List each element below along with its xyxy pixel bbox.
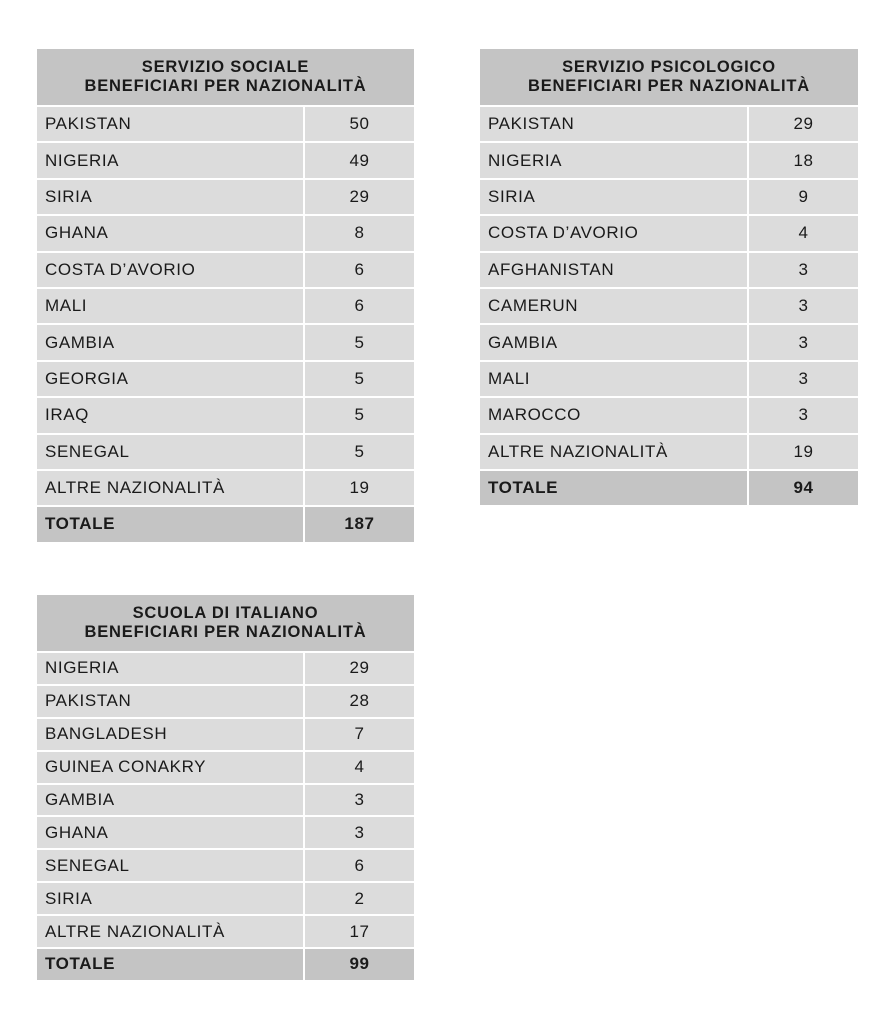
table-row xyxy=(36,142,415,178)
country-cell: GUINEA CONAKRY xyxy=(36,751,304,784)
table-row xyxy=(36,434,415,470)
total-label: TOTALE xyxy=(479,470,748,506)
count-cell: 4 xyxy=(304,751,415,784)
table-row xyxy=(479,434,859,470)
country-cell: ALTRE NAZIONALITÀ xyxy=(36,470,304,506)
table-row xyxy=(479,106,859,142)
count-cell: 17 xyxy=(304,915,415,948)
count-cell: 19 xyxy=(748,434,859,470)
table-row xyxy=(479,252,859,288)
table-title-line1: SERVIZIO SOCIALE xyxy=(141,58,310,76)
table-row xyxy=(36,288,415,324)
table-row xyxy=(36,882,415,915)
country-cell: ALTRE NAZIONALITÀ xyxy=(479,434,748,470)
count-cell: 5 xyxy=(304,361,415,397)
total-value: 187 xyxy=(304,506,415,542)
servizio-sociale-table xyxy=(35,47,416,544)
count-cell: 3 xyxy=(748,288,859,324)
country-cell: MALI xyxy=(479,361,748,397)
total-value: 94 xyxy=(748,470,859,506)
country-cell: PAKISTAN xyxy=(36,106,304,142)
country-cell: PAKISTAN xyxy=(479,106,748,142)
country-cell: GAMBIA xyxy=(479,324,748,360)
table-row xyxy=(36,652,415,685)
count-cell: 4 xyxy=(748,215,859,251)
country-cell: GAMBIA xyxy=(36,324,304,360)
count-cell: 3 xyxy=(748,252,859,288)
count-cell: 6 xyxy=(304,288,415,324)
table-title-line2: BENEFICIARI PER NAZIONALITÀ xyxy=(84,77,367,95)
total-row xyxy=(479,470,859,506)
count-cell: 18 xyxy=(748,142,859,178)
country-cell: MAROCCO xyxy=(479,397,748,433)
total-label: TOTALE xyxy=(36,948,304,981)
country-cell: SENEGAL xyxy=(36,849,304,882)
table-row xyxy=(36,361,415,397)
table-title-line2: BENEFICIARI PER NAZIONALITÀ xyxy=(528,77,810,95)
count-cell: 7 xyxy=(304,718,415,751)
table-row xyxy=(36,685,415,718)
count-cell: 49 xyxy=(304,142,415,178)
count-cell: 8 xyxy=(304,215,415,251)
total-row xyxy=(36,506,415,542)
country-cell: GAMBIA xyxy=(36,784,304,817)
total-row xyxy=(36,948,415,981)
count-cell: 29 xyxy=(748,106,859,142)
table-row xyxy=(479,397,859,433)
count-cell: 5 xyxy=(304,324,415,360)
country-cell: NIGERIA xyxy=(36,142,304,178)
count-cell: 5 xyxy=(304,434,415,470)
table-row xyxy=(36,751,415,784)
count-cell: 5 xyxy=(304,397,415,433)
table-row xyxy=(36,784,415,817)
count-cell: 29 xyxy=(304,179,415,215)
country-cell: BANGLADESH xyxy=(36,718,304,751)
table-title xyxy=(479,48,859,106)
count-cell: 28 xyxy=(304,685,415,718)
country-cell: PAKISTAN xyxy=(36,685,304,718)
country-cell: COSTA D’AVORIO xyxy=(479,215,748,251)
table-row xyxy=(36,179,415,215)
count-cell: 9 xyxy=(748,179,859,215)
count-cell: 6 xyxy=(304,849,415,882)
count-cell: 50 xyxy=(304,106,415,142)
table-header-row xyxy=(479,48,859,106)
table-row xyxy=(36,849,415,882)
table-header-row xyxy=(36,48,415,106)
country-cell: GHANA xyxy=(36,816,304,849)
table-row xyxy=(36,397,415,433)
table-title-line2: BENEFICIARI PER NAZIONALITÀ xyxy=(84,623,367,641)
table-row xyxy=(36,718,415,751)
count-cell: 2 xyxy=(304,882,415,915)
total-value: 99 xyxy=(304,948,415,981)
country-cell: SIRIA xyxy=(479,179,748,215)
count-cell: 3 xyxy=(748,397,859,433)
table-title-line1: SERVIZIO PSICOLOGICO xyxy=(562,58,776,76)
table-row xyxy=(479,142,859,178)
table-row xyxy=(36,915,415,948)
country-cell: MALI xyxy=(36,288,304,324)
table-row xyxy=(479,215,859,251)
country-cell: CAMERUN xyxy=(479,288,748,324)
table-row xyxy=(479,179,859,215)
total-label: TOTALE xyxy=(36,506,304,542)
table-row xyxy=(36,106,415,142)
table-title-line1: SCUOLA DI ITALIANO xyxy=(132,604,319,622)
count-cell: 3 xyxy=(304,816,415,849)
table-row xyxy=(479,324,859,360)
country-cell: SIRIA xyxy=(36,882,304,915)
country-cell: IRAQ xyxy=(36,397,304,433)
table-row xyxy=(36,470,415,506)
country-cell: COSTA D’AVORIO xyxy=(36,252,304,288)
table-row xyxy=(36,252,415,288)
count-cell: 6 xyxy=(304,252,415,288)
country-cell: SIRIA xyxy=(36,179,304,215)
country-cell: NIGERIA xyxy=(479,142,748,178)
table-title xyxy=(36,48,415,106)
country-cell: SENEGAL xyxy=(36,434,304,470)
country-cell: GEORGIA xyxy=(36,361,304,397)
scuola-di-italiano-table xyxy=(35,593,416,982)
count-cell: 3 xyxy=(304,784,415,817)
count-cell: 29 xyxy=(304,652,415,685)
servizio-psicologico-table xyxy=(478,47,860,507)
table-row xyxy=(36,324,415,360)
table-row xyxy=(36,215,415,251)
table-row xyxy=(479,361,859,397)
table-header-row xyxy=(36,594,415,652)
country-cell: GHANA xyxy=(36,215,304,251)
count-cell: 19 xyxy=(304,470,415,506)
count-cell: 3 xyxy=(748,361,859,397)
table-row xyxy=(479,288,859,324)
table-row xyxy=(36,816,415,849)
country-cell: NIGERIA xyxy=(36,652,304,685)
country-cell: AFGHANISTAN xyxy=(479,252,748,288)
count-cell: 3 xyxy=(748,324,859,360)
country-cell: ALTRE NAZIONALITÀ xyxy=(36,915,304,948)
table-title xyxy=(36,594,415,652)
